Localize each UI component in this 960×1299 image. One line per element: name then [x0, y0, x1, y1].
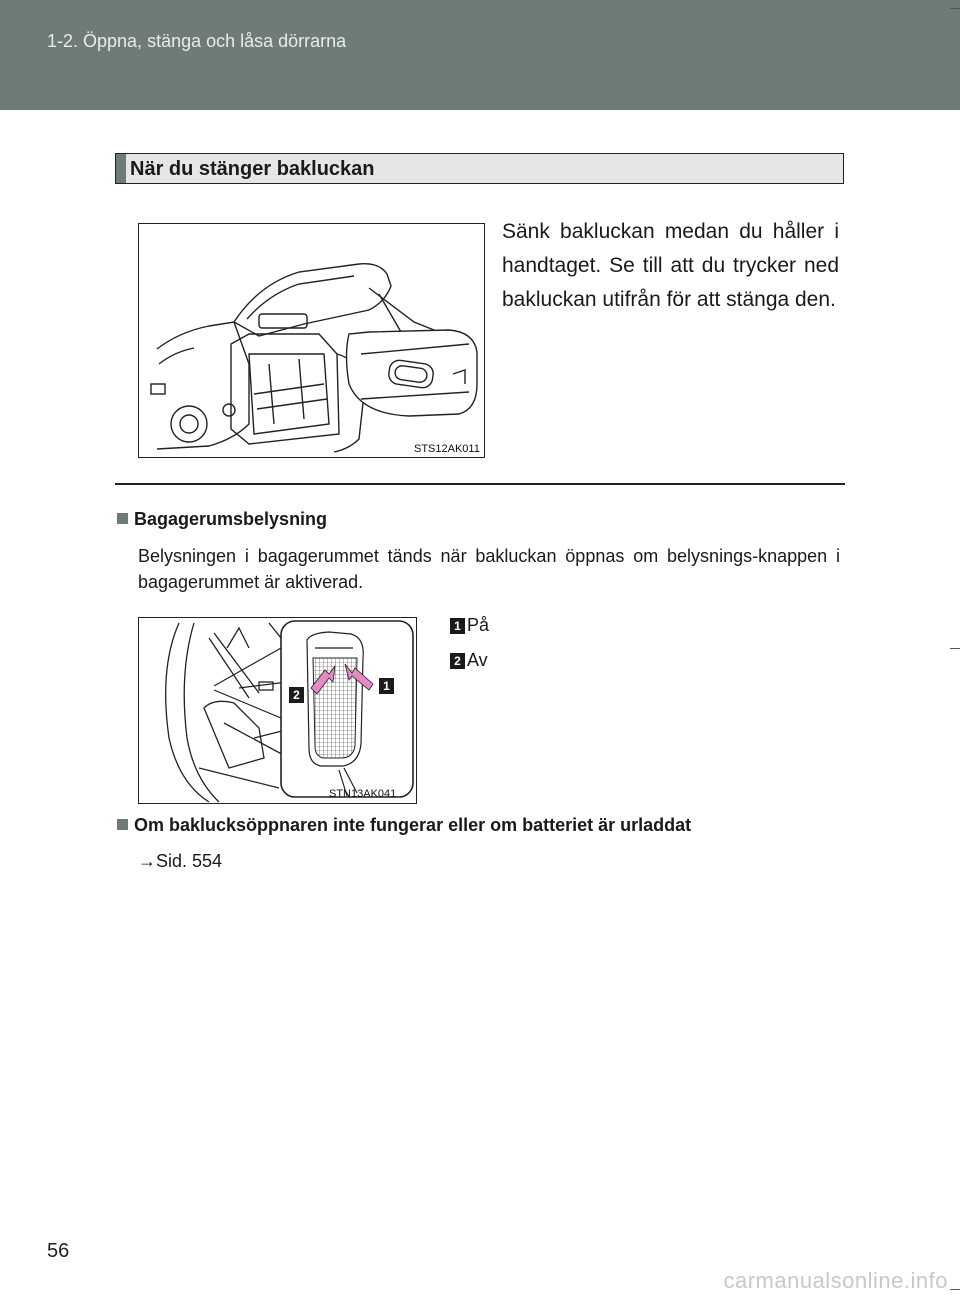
figure-code: STS12AK011: [414, 443, 480, 455]
note-heading-luggage-light: [117, 509, 327, 530]
legend-badge: 2: [450, 653, 465, 669]
legend-label: Av: [467, 650, 488, 670]
note-body-luggage-light: Belysningen i bagagerummet tänds när bakluckan öppnas om belysnings-knappen i bagagerummet är aktiverad.: [138, 546, 840, 592]
section-heading: [115, 153, 844, 184]
light-switch-figure: [138, 617, 417, 804]
legend-item-on: [450, 615, 489, 636]
section-title: När du stänger bakluckan: [130, 158, 375, 180]
note-heading-text: Bagagerumsbelysning: [134, 509, 328, 529]
header-band: [0, 0, 960, 110]
page-number: 56: [47, 1240, 70, 1262]
light-switch-illustration: [139, 618, 416, 803]
note-heading-text: Om baklucksöppnaren inte fungerar eller om batteriet är urladdat: [134, 815, 692, 835]
breadcrumb: 1-2. Öppna, stänga och låsa dörrarna: [47, 31, 347, 51]
crop-mark: [950, 648, 960, 649]
crop-mark: [950, 1289, 960, 1290]
callout-badge-1: 1: [379, 678, 394, 694]
tailgate-figure: [138, 223, 485, 458]
legend-badge: 1: [450, 618, 465, 634]
square-bullet-icon: [117, 819, 128, 830]
square-bullet-icon: [117, 513, 128, 524]
crop-mark: [950, 8, 960, 9]
note-heading-opener-failure: [117, 815, 691, 836]
section-divider: [115, 483, 845, 485]
tailgate-illustration: [139, 224, 484, 457]
page-reference-link[interactable]: →Sid. 554: [138, 851, 223, 871]
figure-code: STN13AK041: [329, 788, 397, 800]
legend-label: På: [467, 615, 490, 635]
legend-item-off: [450, 650, 488, 671]
section-accent: [116, 154, 126, 183]
watermark: carmanualsonline.info: [723, 1268, 948, 1293]
callout-badge-2: 2: [289, 687, 304, 703]
closing-instruction: Sänk bakluckan medan du håller i handtaget. Se till att du trycker ned bakluckan utifrån för att stänga den.: [502, 220, 839, 311]
